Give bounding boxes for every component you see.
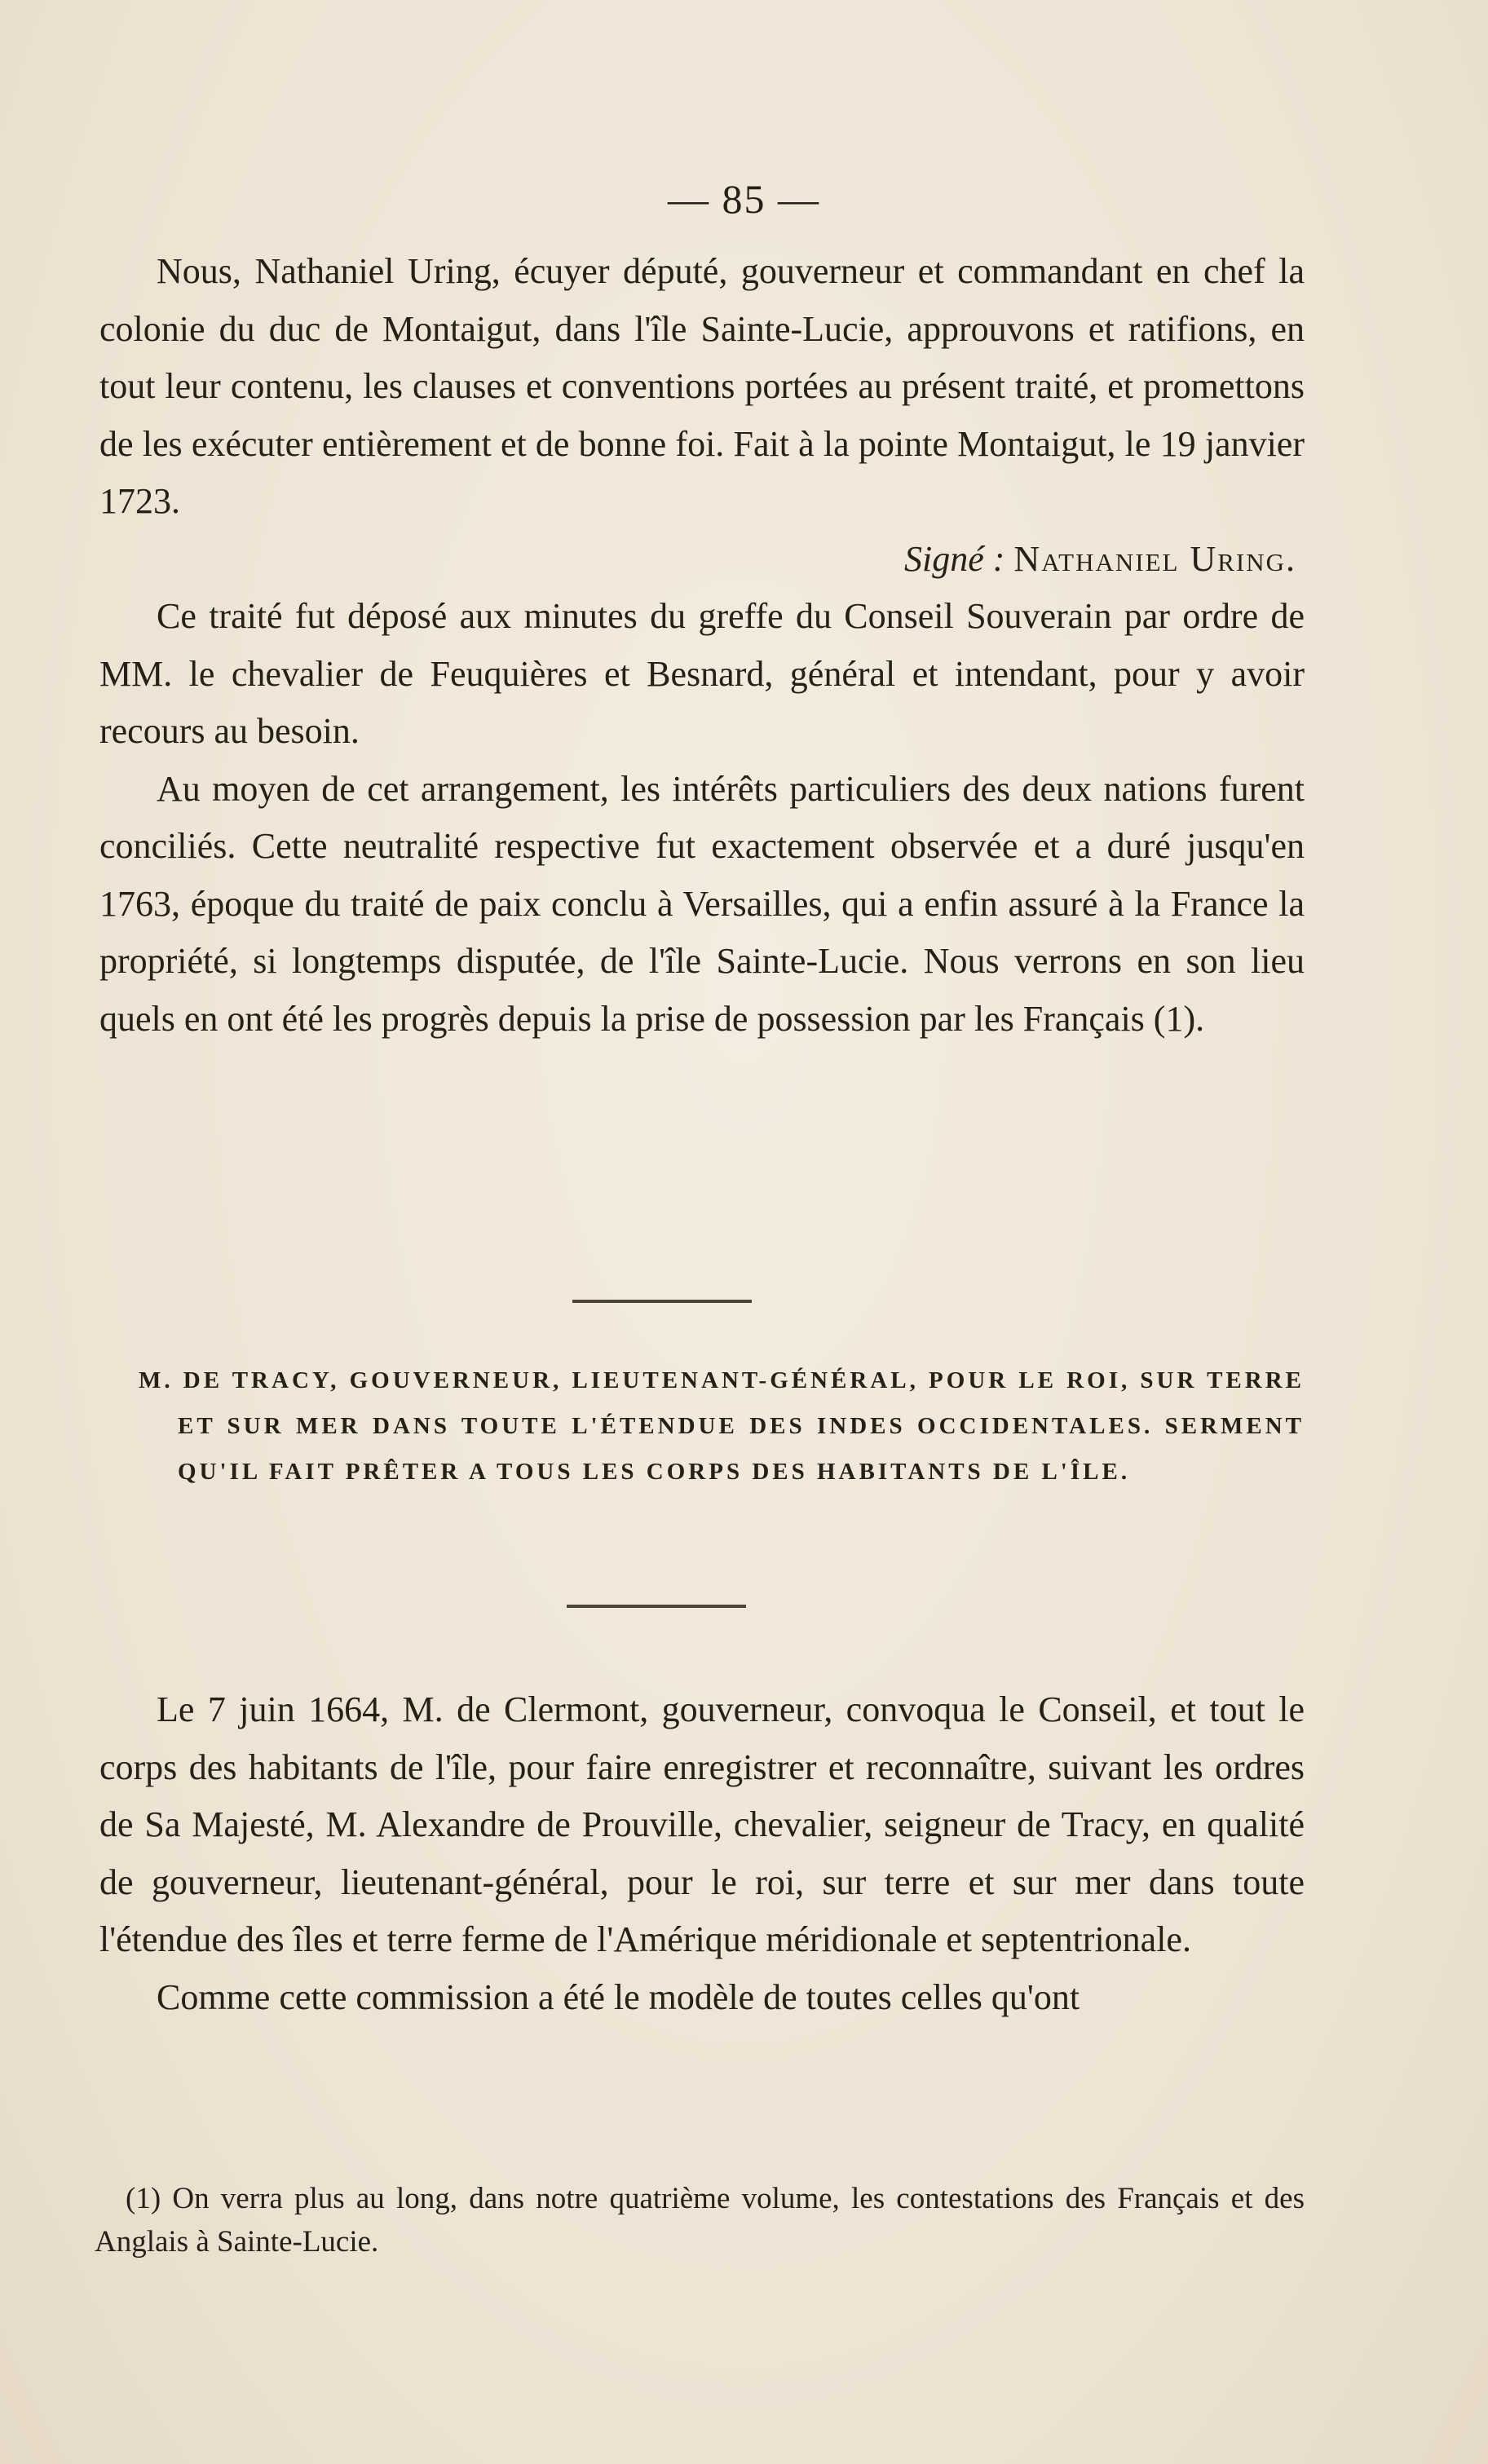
main-text-bottom [99,1681,1305,2026]
signature-label: Signé : [904,538,1005,579]
footnote: (1) On verra plus au long, dans notre quatrième volume, les contestations des Français et des Anglais à Sainte-Lucie. [95,2182,1305,2259]
signature-name: Nathaniel Uring. [1013,538,1296,579]
section-heading: M. DE TRACY, GOUVERNEUR, LIEUTENANT-GÉNÉRAL, POUR LE ROI, SUR TERRE ET SUR MER DANS TOUTE L'ÉTENDUE DES INDES OCCIDENTALES. SERMENT QU'IL FAIT PRÊTER A TOUS LES CORPS DES HABITANTS DE L'ÎLE. [139,1367,1305,1485]
paragraph: Comme cette commission a été le modèle de toutes celles qu'ont [157,1976,1080,2017]
section-divider-top [572,1300,752,1303]
main-text-top [99,243,1305,1048]
section-divider-bottom [567,1605,746,1608]
paragraph: Au moyen de cet arrangement, les intérêts particuliers des deux nations furent conciliés. Cette neutralité respective fut exactement observée et a duré jusqu'en 1763, époque du traité de paix conclu à Versailles, qui a enfin assuré à la France la propriété, si longtemps disputée, de l'île Sainte-Lucie. Nous verrons en son lieu quels en ont été les progrès depuis la prise de possession par les Français (1). [99,768,1305,1039]
paragraph: Ce traité fut déposé aux minutes du greffe du Conseil Souverain par ordre de MM. le chevalier de Feuquières et Besnard, général et intendant, pour y avoir recours au besoin. [99,596,1305,751]
paragraph: Le 7 juin 1664, M. de Clermont, gouverneur, convoqua le Conseil, et tout le corps des habitants de l'île, pour faire enregistrer et reconnaître, suivant les ordres de Sa Majesté, M. Alexandre de Prouville, chevalier, seigneur de Tracy, en qualité de gouverneur, lieutenant-général, pour le roi, sur terre et sur mer dans toute l'étendue des îles et terre ferme de l'Amérique méridionale et septentrionale. [99,1689,1305,1959]
signature-line [99,531,1305,589]
page-number: — 85 — [668,176,820,222]
paragraph: Nous, Nathaniel Uring, écuyer député, gouverneur et commandant en chef la colonie du duc de Montaigut, dans l'île Sainte-Lucie, approuvons et ratifions, en tout leur contenu, les clauses et conventions portées au présent traité, et promettons de les exécuter entièrement et de bonne foi. Fait à la pointe Montaigut, le 19 janvier 1723. [99,251,1305,521]
